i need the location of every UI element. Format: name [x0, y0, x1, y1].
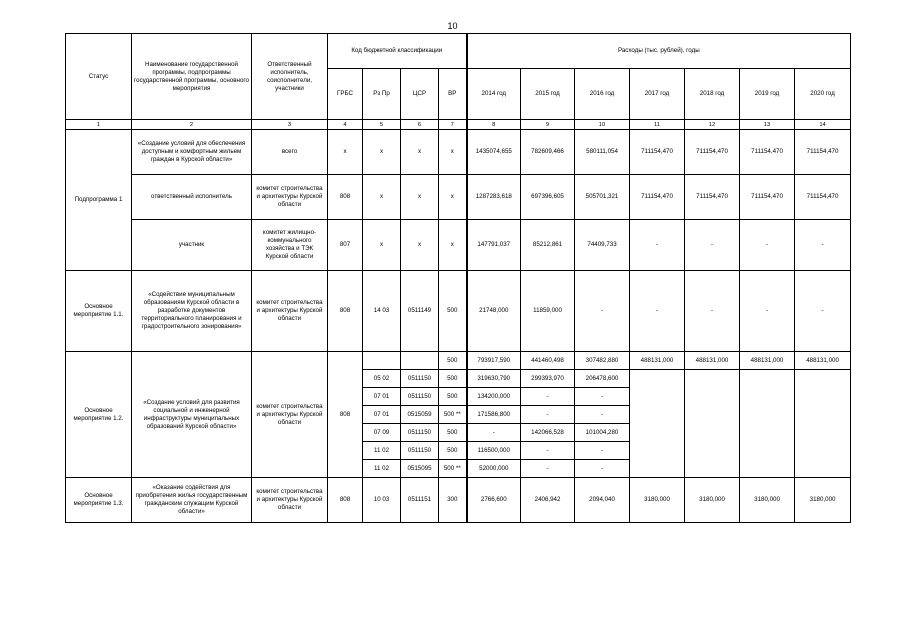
empty-cell [740, 370, 795, 478]
value-cell: 2094,040 [575, 478, 630, 523]
name-cell: «Содействие муниципальным образованиям Курской области в разработке документов территориального планирования и градостроительного зонирования» [132, 271, 252, 352]
value-cell: 488131,000 [685, 352, 740, 370]
value-cell: - [575, 271, 630, 352]
csr-cell: 0511151 [401, 478, 439, 523]
value-cell: 711154,470 [740, 175, 795, 220]
value-cell: 488131,000 [795, 352, 851, 370]
empty-cell [630, 370, 685, 478]
value-cell: 2406,942 [521, 478, 575, 523]
header-name: Наименование государственной программы, подпрограммы государственной программы, основного мероприятия [132, 34, 252, 120]
csr-cell: х [401, 220, 439, 271]
value-cell: 711154,470 [795, 175, 851, 220]
vr-cell: х [439, 175, 467, 220]
value-cell: 488131,000 [740, 352, 795, 370]
vr-cell: 500 [439, 352, 467, 370]
vr-cell: 500 [439, 388, 467, 406]
column-number: 2 [132, 120, 252, 130]
name-cell: «Создание условий для развития социальной и инженерной инфраструктуры муниципальных образований Курской области» [132, 352, 252, 478]
value-cell: - [575, 460, 630, 478]
status-cell: Основное мероприятие 1.2. [66, 352, 132, 478]
rzpr-cell: 05 02 [363, 370, 401, 388]
value-cell: - [685, 220, 740, 271]
csr-cell: х [401, 175, 439, 220]
csr-cell: х [401, 130, 439, 175]
csr-cell: 0511149 [401, 271, 439, 352]
name-cell: ответственный исполнитель [132, 175, 252, 220]
value-cell: 3180,000 [795, 478, 851, 523]
budget-table [65, 33, 851, 523]
header-responsible: Ответственный исполнитель, соисполнители, участники [252, 34, 328, 120]
header-status: Статус [66, 34, 132, 120]
value-cell: 1287283,618 [467, 175, 521, 220]
table-row [66, 220, 851, 271]
vr-cell: 500 [439, 271, 467, 352]
csr-cell: 0511150 [401, 370, 439, 388]
header-year: 2020 год [795, 69, 851, 120]
value-cell: - [740, 271, 795, 352]
value-cell: 74409,733 [575, 220, 630, 271]
csr-cell [401, 352, 439, 370]
responsible-cell: комитет строительства и архитектуры Курской области [252, 271, 328, 352]
table-row [66, 352, 851, 370]
vr-cell: 300 [439, 478, 467, 523]
header-year: 2017 год [630, 69, 685, 120]
responsible-cell: всего [252, 130, 328, 175]
value-cell: 3180,000 [685, 478, 740, 523]
empty-cell [685, 370, 740, 478]
csr-cell: 0511150 [401, 442, 439, 460]
vr-cell: 500 ** [439, 460, 467, 478]
column-number: 13 [740, 120, 795, 130]
value-cell: - [521, 460, 575, 478]
value-cell: - [795, 271, 851, 352]
header-year: 2019 год [740, 69, 795, 120]
rzpr-cell: 07 01 [363, 406, 401, 424]
value-cell: 101004,280 [575, 424, 630, 442]
value-cell: 21748,000 [467, 271, 521, 352]
grbs-cell: 808 [328, 175, 363, 220]
csr-cell: 0515095 [401, 460, 439, 478]
column-number-row [66, 120, 851, 130]
grbs-cell: 808 [328, 352, 363, 478]
name-cell: «Создание условий для обеспечения доступным и комфортным жильем граждан в Курской области» [132, 130, 252, 175]
header-rzpr: Рз Пр [363, 69, 401, 120]
value-cell: 711154,470 [795, 130, 851, 175]
value-cell: 307482,880 [575, 352, 630, 370]
column-number: 1 [66, 120, 132, 130]
rzpr-cell: 11 02 [363, 442, 401, 460]
table-row [66, 478, 851, 523]
value-cell: - [575, 388, 630, 406]
value-cell: - [685, 271, 740, 352]
value-cell: 116500,000 [467, 442, 521, 460]
value-cell: - [521, 442, 575, 460]
grbs-cell: 807 [328, 220, 363, 271]
grbs-cell: х [328, 130, 363, 175]
value-cell: 134200,000 [467, 388, 521, 406]
value-cell: 793917,590 [467, 352, 521, 370]
value-cell: - [575, 442, 630, 460]
value-cell: 206478,600 [575, 370, 630, 388]
value-cell: 85212,861 [521, 220, 575, 271]
column-number: 8 [467, 120, 521, 130]
value-cell: 319630,790 [467, 370, 521, 388]
value-cell: 697396,605 [521, 175, 575, 220]
value-cell: - [795, 220, 851, 271]
rzpr-cell: х [363, 130, 401, 175]
empty-cell [795, 370, 851, 478]
header-csr: ЦСР [401, 69, 439, 120]
value-cell: - [521, 406, 575, 424]
vr-cell: 500 [439, 424, 467, 442]
header-year: 2014 год [467, 69, 521, 120]
column-number: 4 [328, 120, 363, 130]
header-row [66, 34, 851, 69]
column-number: 5 [363, 120, 401, 130]
name-cell: «Оказание содействия для приобретения жилья государственным гражданским служащим Курской области» [132, 478, 252, 523]
column-number: 9 [521, 120, 575, 130]
value-cell: 299393,970 [521, 370, 575, 388]
status-cell: Подпрограмма 1 [66, 130, 132, 271]
status-cell: Основное мероприятие 1.3. [66, 478, 132, 523]
rzpr-cell: 11 02 [363, 460, 401, 478]
rzpr-cell: 10 03 [363, 478, 401, 523]
vr-cell: 500 [439, 442, 467, 460]
responsible-cell: комитет строительства и архитектуры Курской области [252, 478, 328, 523]
name-cell: участник [132, 220, 252, 271]
value-cell: - [575, 406, 630, 424]
value-cell: 147791,037 [467, 220, 521, 271]
header-budget-code: Код бюджетной классификации [328, 34, 467, 69]
header-vr: ВР [439, 69, 467, 120]
rzpr-cell: 07 09 [363, 424, 401, 442]
column-number: 11 [630, 120, 685, 130]
rzpr-cell [363, 352, 401, 370]
value-cell: - [630, 220, 685, 271]
column-number: 10 [575, 120, 630, 130]
csr-cell: 0511150 [401, 424, 439, 442]
header-expenses: Расходы (тыс. рублей), годы [467, 34, 851, 69]
vr-cell: 500 ** [439, 406, 467, 424]
value-cell: - [467, 424, 521, 442]
value-cell: - [630, 271, 685, 352]
value-cell: 11859,000 [521, 271, 575, 352]
header-year: 2018 год [685, 69, 740, 120]
vr-cell: х [439, 130, 467, 175]
value-cell: 711154,470 [630, 130, 685, 175]
value-cell: 3180,000 [630, 478, 685, 523]
value-cell: 142066,528 [521, 424, 575, 442]
column-number: 14 [795, 120, 851, 130]
table-row [66, 271, 851, 352]
value-cell: 488131,000 [630, 352, 685, 370]
csr-cell: 0515059 [401, 406, 439, 424]
responsible-cell: комитет жилищно-коммунального хозяйства и ТЭК Курской области [252, 220, 328, 271]
value-cell: 3180,000 [740, 478, 795, 523]
column-number: 6 [401, 120, 439, 130]
table-row [66, 175, 851, 220]
value-cell: 441460,498 [521, 352, 575, 370]
value-cell: 2766,600 [467, 478, 521, 523]
responsible-cell: комитет строительства и архитектуры Курской области [252, 352, 328, 478]
csr-cell: 0511150 [401, 388, 439, 406]
page-number: 10 [447, 21, 458, 31]
grbs-cell: 808 [328, 271, 363, 352]
value-cell: 711154,470 [630, 175, 685, 220]
value-cell: 52000,000 [467, 460, 521, 478]
vr-cell: 500 [439, 370, 467, 388]
value-cell: 505701,321 [575, 175, 630, 220]
rzpr-cell: х [363, 175, 401, 220]
value-cell: - [740, 220, 795, 271]
status-cell: Основное мероприятие 1.1. [66, 271, 132, 352]
vr-cell: х [439, 220, 467, 271]
value-cell: 171586,800 [467, 406, 521, 424]
header-grbs: ГРБС [328, 69, 363, 120]
value-cell: 1435074,655 [467, 130, 521, 175]
rzpr-cell: 14 03 [363, 271, 401, 352]
header-year: 2015 год [521, 69, 575, 120]
rzpr-cell: х [363, 220, 401, 271]
value-cell: 711154,470 [685, 130, 740, 175]
value-cell: 711154,470 [685, 175, 740, 220]
column-number: 3 [252, 120, 328, 130]
value-cell: 782609,466 [521, 130, 575, 175]
header-year: 2016 год [575, 69, 630, 120]
table-row [66, 130, 851, 175]
grbs-cell: 808 [328, 478, 363, 523]
column-number: 7 [439, 120, 467, 130]
value-cell: 711154,470 [740, 130, 795, 175]
column-number: 12 [685, 120, 740, 130]
responsible-cell: комитет строительства и архитектуры Курской области [252, 175, 328, 220]
value-cell: - [521, 388, 575, 406]
rzpr-cell: 07 01 [363, 388, 401, 406]
value-cell: 580111,054 [575, 130, 630, 175]
